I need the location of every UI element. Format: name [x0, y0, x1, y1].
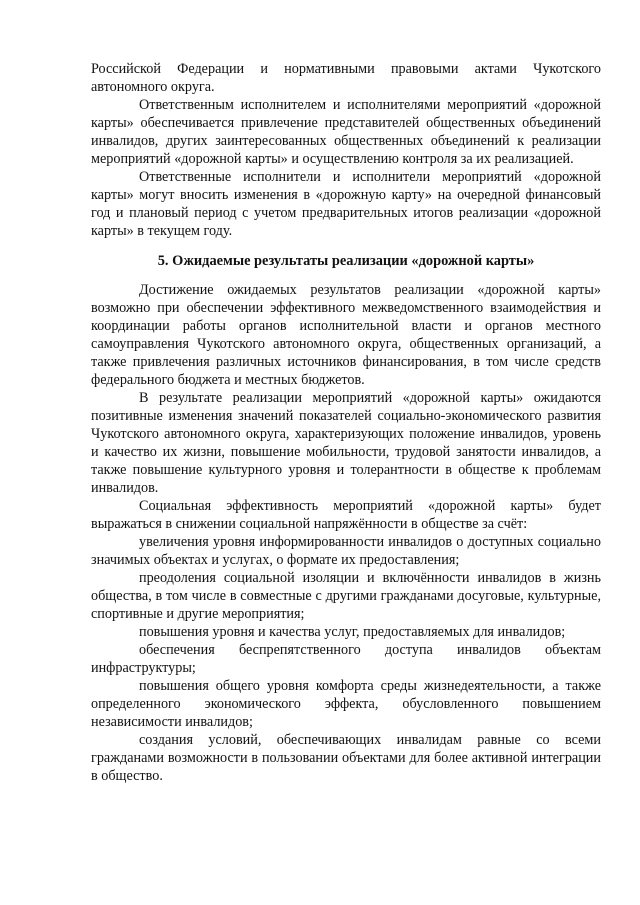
- section-body-text: [91, 281, 601, 785]
- paragraph: преодоления социальной изоляции и включённости инвалидов в жизнь общества, в том числе в совместные с другими гражданами досуговые, культурные, спортивные и другие мероприятия;: [91, 570, 601, 622]
- section-title: 5. Ожидаемые результаты реализации «дорожной карты»: [157, 253, 535, 269]
- paragraph: Ответственным исполнителем и исполнителями мероприятий «дорожной карты» обеспечивается привлечение представителей общественных объединений инвалидов, других заинтересованных общественных объединений к реализации мероприятий «дорожной карты» и осуществлению контроля за их реализацией.: [91, 97, 601, 167]
- section-intro-text: [91, 60, 601, 240]
- document-page: [91, 60, 601, 785]
- paragraph: обеспечения беспрепятственного доступа инвалидов объектам инфраструктуры;: [91, 642, 601, 676]
- paragraph: Ответственные исполнители и исполнители мероприятий «дорожной карты» могут вносить изменения в «дорожную карту» на очередной финансовый год и плановый период с учетом предварительных итогов реализации «дорожной карты» в текущем году.: [91, 169, 601, 239]
- paragraph: Российской Федерации и нормативными правовыми актами Чукотского автономного округа.: [91, 61, 601, 95]
- paragraph: Достижение ожидаемых результатов реализации «дорожной карты» возможно при обеспечении эффективного межведомственного взаимодействия и координации работы органов исполнительной власти и органов местного самоуправления Чукотского автономного округа, общественных организаций, а также привлечения различных источников финансирования, в том числе средств федерального бюджета и местных бюджетов.: [91, 282, 601, 388]
- paragraph: увеличения уровня информированности инвалидов о доступных социально значимых объектах и услугах, о формате их предоставления;: [91, 534, 601, 568]
- paragraph: Социальная эффективность мероприятий «дорожной карты» будет выражаться в снижении социальной напряжённости в обществе за счёт:: [91, 498, 601, 532]
- paragraph: В результате реализации мероприятий «дорожной карты» ожидаются позитивные изменения значений показателей социально-экономического развития Чукотского автономного округа, характеризующих положение инвалидов, уровень и качество их жизни, повышение мобильности, трудовой занятости инвалидов, а также повышение культурного уровня и толерантности в обществе к проблемам инвалидов.: [91, 390, 601, 496]
- paragraph: повышения уровня и качества услуг, предоставляемых для инвалидов;: [139, 624, 566, 640]
- paragraph: создания условий, обеспечивающих инвалидам равные со всеми гражданами возможности в пользовании объектами для более активной интеграции в общество.: [91, 732, 601, 784]
- paragraph: повышения общего уровня комфорта среды жизнедеятельности, а также определенного экономического эффекта, обусловленного повышением независимости инвалидов;: [91, 678, 601, 730]
